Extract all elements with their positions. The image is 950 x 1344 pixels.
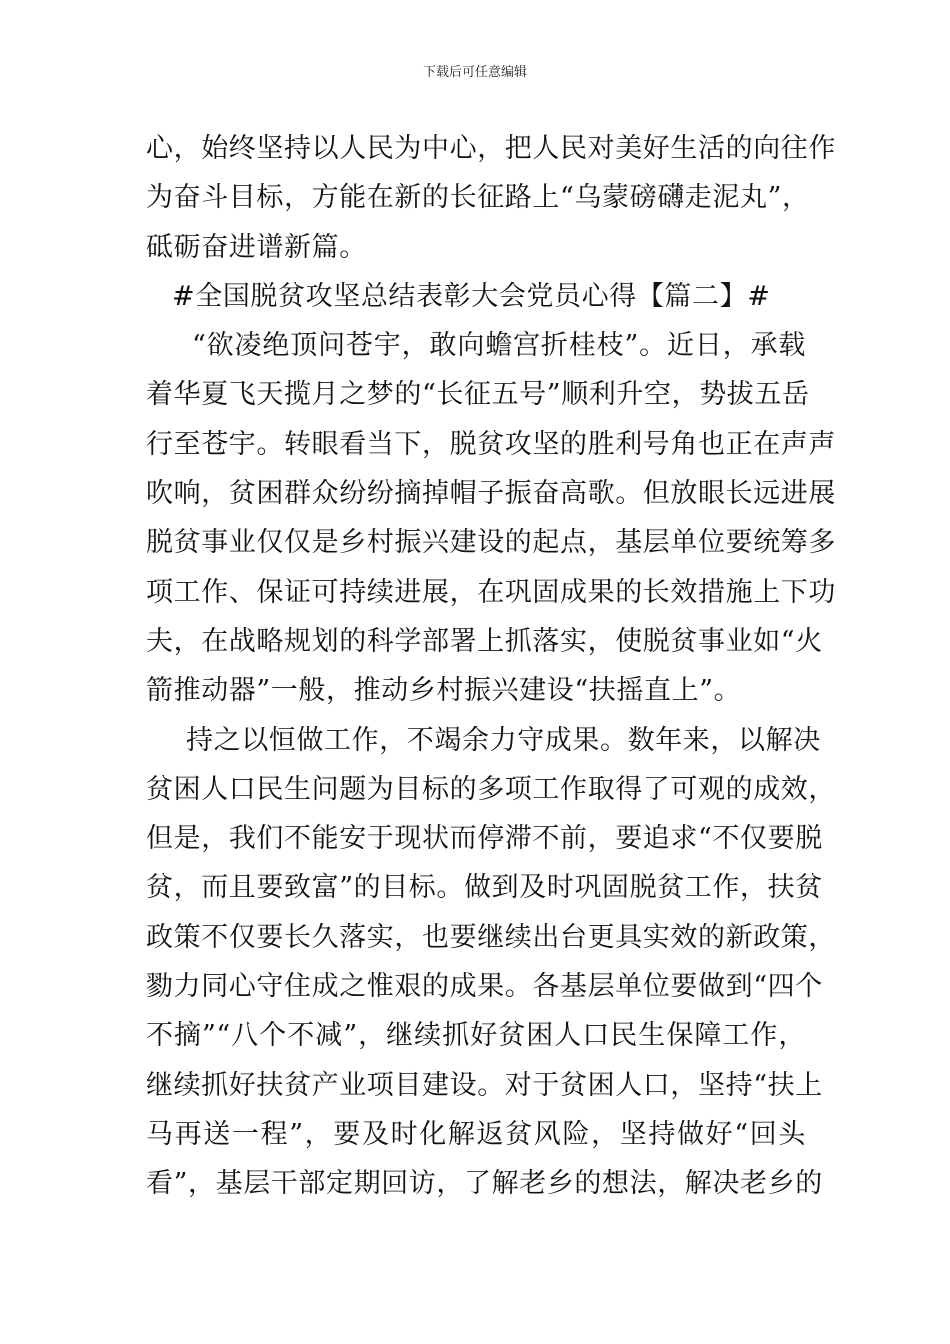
text-line: 勠力同心守住成之惟艰的成果。各基层单位要做到“四个 [146, 971, 823, 1003]
text-line: 心，始终坚持以人民为中心，把人民对美好生活的向往作 [146, 133, 836, 164]
text-line: 夫，在战略规划的科学部署上抓落实，使脱贫事业如“火 [146, 625, 823, 657]
document-body [146, 124, 836, 1209]
text-line: 行至苍宇。转眼看当下，脱贫攻坚的胜利号角也正在声声 [146, 428, 836, 460]
text-line: 项工作、保证可持续进展，在巩固成果的长效措施上下功 [146, 576, 836, 608]
text-line: 吹响，贫困群众纷纷摘掉帽子振奋高歌。但放眼长远进展 [146, 478, 836, 510]
text-line: 政策不仅要长久落实，也要继续出台更具实效的新政策， [146, 921, 836, 953]
text-line: 但是，我们不能安于现状而停滞不前，要追求“不仅要脱 [146, 823, 823, 855]
text-line: 继续抓好扶贫产业项目建设。对于贫困人口，坚持“扶上 [146, 1069, 823, 1101]
text-line: 不摘”“八个不减”，继续抓好贫困人口民生保障工作， [146, 1020, 806, 1052]
section-heading: #全国脱贫攻坚总结表彰大会党员心得【篇二】# [172, 280, 771, 312]
text-line: 为奋斗目标，方能在新的长征路上“乌蒙磅礴走泥丸”， [146, 182, 810, 214]
text-line: 马再送一程”，要及时化解返贫风险，坚持做好“回头 [146, 1118, 806, 1150]
text-line: 脱贫事业仅仅是乡村振兴建设的起点，基层单位要统筹多 [146, 527, 836, 559]
text-line: 砥砺奋进谱新篇。 [146, 231, 367, 263]
text-line: 持之以恒做工作，不竭余力守成果。数年来，以解决 [186, 724, 821, 756]
text-line: 贫，而且要致富”的目标。做到及时巩固脱贫工作，扶贫 [146, 872, 823, 904]
text-line: “欲凌绝顶问苍宇，敢向蟾宫折桂枝”。近日，承载 [192, 330, 806, 362]
text-line: 箭推动器”一般，推动乡村振兴建设“扶摇直上”。 [146, 675, 742, 707]
text-line: 着华夏飞天揽月之梦的“长征五号”顺利升空，势拔五岳 [146, 379, 810, 411]
page-header: 下载后可任意编辑 [422, 65, 527, 80]
text-line: 看”，基层干部定期回访，了解老乡的想法，解决老乡的 [146, 1168, 823, 1200]
text-line: 贫困人口民生问题为目标的多项工作取得了可观的成效， [146, 773, 836, 805]
